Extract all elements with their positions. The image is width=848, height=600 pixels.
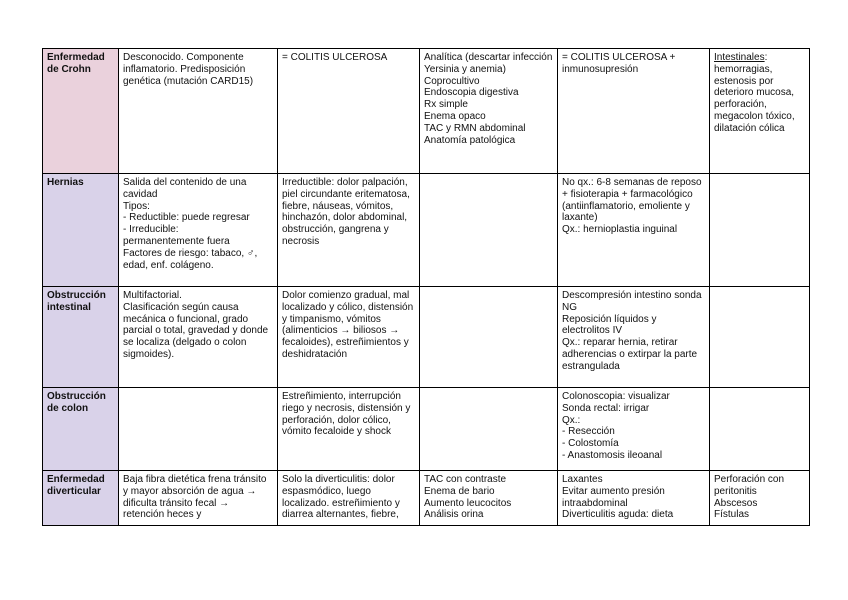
symptoms-cell: Dolor comienzo gradual, mal localizado y cólico, distensión y timpanismo, vómitos (alimenticios → biliosos → fecaloides), estreñimientos y deshidratación [278,287,420,388]
treatment-cell: Descompresión intestino sonda NG Reposición líquidos y electrolitos IV Qx.: reparar hernia, retirar adherencias o extirpar la parte estrangulada [558,287,710,388]
diagnosis-cell: TAC con contraste Enema de bario Aumento leucocitos Análisis orina [420,471,558,526]
disease-name-cell: Obstrucción de colon [43,388,119,471]
diagnosis-cell [420,388,558,471]
complications-text: : hemorragias, estenosis por deterioro mucosa, perforación, megacolon tóxico, dilatación cólica [714,52,795,134]
diagnosis-cell: Analítica (descartar infección Yersinia y anemia) Coprocultivo Endoscopia digestiva Rx simple Enema opaco TAC y RMN abdominal Anatomía patológica [420,49,558,174]
disease-name-cell: Obstrucción intestinal [43,287,119,388]
symptoms-cell: Solo la diverticulitis: dolor espasmódico, luego localizado. estreñimiento y diarrea alternantes, fiebre, [278,471,420,526]
symptoms-cell: Estreñimiento, interrupción riego y necrosis, distensión y perforación, dolor cólico, vómito fecaloide y shock [278,388,420,471]
treatment-cell: Colonoscopia: visualizar Sonda rectal: irrigar Qx.: - Resección - Colostomía - Anastomosis ileoanal [558,388,710,471]
disease-table [42,48,810,526]
complications-title: Intestinales [714,52,765,63]
table-row [43,287,810,388]
table-row [43,49,810,174]
complications-cell [710,174,810,287]
complications-cell [710,388,810,471]
complications-cell [710,287,810,388]
diagnosis-cell [420,174,558,287]
symptoms-cell: Irreductible: dolor palpación, piel circundante eritematosa, fiebre, náuseas, vómitos, hinchazón, dolor abdominal, obstrucción, gangrena y necrosis [278,174,420,287]
symptoms-cell: = COLITIS ULCEROSA [278,49,420,174]
complications-cell: Perforación con peritonitis Abscesos Fístulas [710,471,810,526]
table-row [43,174,810,287]
treatment-cell: No qx.: 6-8 semanas de reposo + fisioterapia + farmacológico (antiinflamatorio, emoliente y laxante) Qx.: hernioplastia inguinal [558,174,710,287]
disease-name-cell: Enfermedad diverticular [43,471,119,526]
disease-name-cell: Hernias [43,174,119,287]
etiology-cell [119,388,278,471]
complications-cell [710,49,810,174]
table-row [43,388,810,471]
table-row [43,471,810,526]
treatment-cell: = COLITIS ULCEROSA + inmunosupresión [558,49,710,174]
diagnosis-cell [420,287,558,388]
etiology-cell: Multifactorial. Clasificación según causa mecánica o funcional, grado parcial o total, gravedad y donde se localiza (delgado o colon sigmoides). [119,287,278,388]
disease-name-cell: Enfermedad de Crohn [43,49,119,174]
etiology-cell: Baja fibra dietética frena tránsito y mayor absorción de agua → dificulta tránsito fecal → retención heces y [119,471,278,526]
treatment-cell: Laxantes Evitar aumento presión intraabdominal Diverticulitis aguda: dieta [558,471,710,526]
etiology-cell: Desconocido. Componente inflamatorio. Predisposición genética (mutación CARD15) [119,49,278,174]
etiology-cell: Salida del contenido de una cavidad Tipos: - Reductible: puede regresar - Irreducible: permanentemente fuera Factores de riesgo: tabaco, ♂, edad, enf. colágeno. [119,174,278,287]
